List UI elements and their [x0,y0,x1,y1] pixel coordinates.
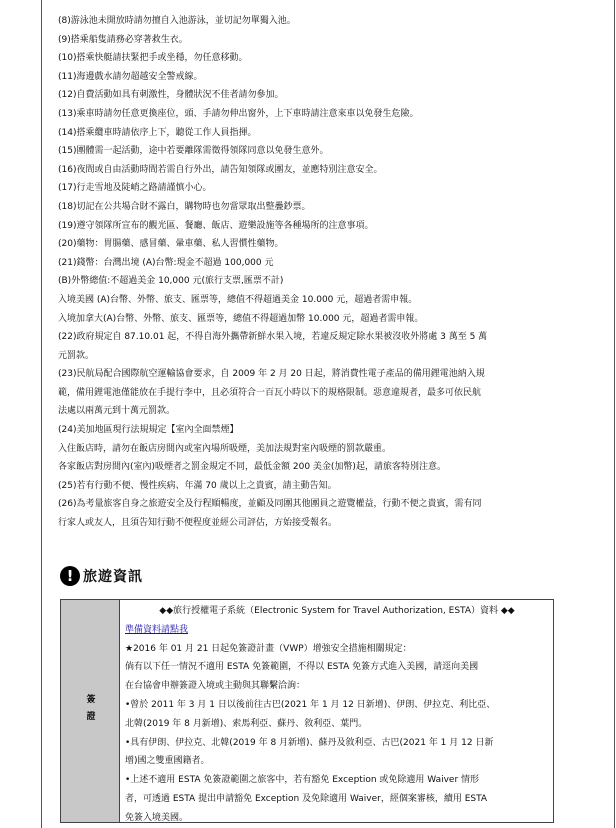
rule-line: 入住飯店時，請勿在飯店房間內或室內場所吸煙，美加法規對室內吸煙的罰款嚴重。 [58,443,392,454]
rule-line: (8)游泳池未開放時請勿擅自入池游泳，並切記勿單獨入池。 [58,16,296,26]
visa-info-line: •具有伊朗、伊拉克、北韓(2019 年 8 月新增)、蘇丹及敘利亞、古巴(2021 年 1 月 12 日新 [125,737,494,748]
esta-info-line [125,621,549,640]
rule-line: (14)搭乘纜車時請依序上下，聽從工作人員指揮。 [58,127,257,138]
rule-line: (13)乘車時請勿任意更換座位，頭、手請勿伸出窗外，上下車時請注意來車以免發生危險。 [58,108,419,119]
visa-info-line: 倘有以下任一情況不適用 ESTA 免簽範圍，不得以 ESTA 免簽方式進入美國，請逕向美國 [125,662,479,673]
visa-info-line: •曾於 2011 年 3 月 1 日以後前往古巴(2021 年 1 月 12 日新增)、伊朗、伊拉克、利比亞、 [125,699,496,710]
visa-label-cell [61,600,120,822]
section-heading-travel-info [60,563,143,589]
section-title: 旅遊資訊 [83,569,143,585]
rule-line: (23)民航局配合國際航空運輸協會要求，自 2009 年 2 月 20 日起，將消費性電子產品的備用鋰電池納入規 [58,369,485,380]
rule-line: (24)美加地區現行法規規定【室內全面禁煙】 [58,425,239,436]
rule-line: (9)搭乘船隻請務必穿著救生衣。 [58,34,188,45]
exclamation-icon: ! [60,566,80,586]
rule-line: 範，備用鋰電池僅能放在手提行李中，且必須符合一百瓦小時以下的規格限制。惡意違規者，最多可依民航 [58,387,482,398]
rule-line: 入境加拿大(A)台幣、外幣、旅支、匯票等，總值不得超過加幣 10.000 元，超過者需申報。 [58,313,424,324]
rule-line: (19)遵守領隊所宣布的觀光區、餐廳、飯店、遊樂設施等各種場所的注意事項。 [58,220,374,231]
rule-line: 法處以兩萬元到十萬元罰款。 [58,406,176,417]
rule-line: (12)自費活動如具有刺激性，身體狀況不佳者請勿參加。 [58,90,284,101]
rule-line: (25)若有行動不便、慢性疾病、年滿 70 歲以上之貴賓，請主動告知。 [58,480,337,491]
visa-info-table [60,599,554,823]
travel-rules-list [58,12,568,533]
visa-info-line: 在台協會申辦簽證入境或主動與其聯繫洽詢： [125,681,306,692]
visa-info-line: •上述不適用 ESTA 免簽證範圍之旅客中，若有豁免 Exception 或免除適用 Waiver 情形 [125,775,480,786]
rule-line: (22)政府規定自 87.10.01 起，不得自海外攜帶新鮮水果入境，若違反規定除水果被沒收外將處 3 萬至 5 萬 [58,332,488,343]
visa-label: 簽證 [84,694,95,728]
rule-line: (11)海邊戲水請勿超越安全警戒線。 [58,71,203,82]
visa-info-line: 免簽入境美國。 [125,812,189,823]
rule-line: (15)團體需一起活動，途中若要離隊需徵得領隊同意以免發生意外。 [58,146,329,157]
rule-line: 入境美國 (A)台幣、外幣、旅支、匯票等，總值不得超過美金 10.000 元，超過者需申報。 [58,294,418,305]
visa-info-line: ★2016 年 01 月 21 日起免簽證計畫（VWP）增強安全措施相關規定： [125,643,412,654]
rule-line: 元罰款。 [58,350,95,361]
visa-info-line: 增)國之雙重國籍者。 [125,756,210,767]
rule-line: (16)夜間或自由活動時間若需自行外出，請告知領隊或團友，並應特別注意安全。 [58,164,383,175]
rule-line: (20)藥物：胃腸藥、感冒藥、暈車藥、私人習慣性藥物。 [58,239,284,250]
visa-info-line: 北韓(2019 年 8 月新增)、索馬利亞、蘇丹、敘利亞、葉門。 [125,718,368,729]
rule-line: (18)切記在公共場合財不露白，購物時也勿當眾取出整疊鈔票。 [58,201,311,212]
rule-line: 行家人或友人，且須告知行動不便程度並經公司評估，方始接受報名。 [58,518,338,529]
rule-line: (B)外幣總值:不超過美金 10,000 元(旅行支票,匯票不計) [58,276,284,287]
rule-line: (26)為考量旅客自身之旅遊安全及行程順暢度，並顧及同團其他團員之遊覽權益，行動不便之貴賓，需有同 [58,499,482,510]
prepare-documents-link[interactable]: 準備資料請點我 [125,624,189,635]
rule-line: (21)錢幣：台灣出境 (A)台幣:現金不超過 100,000 元 [58,257,274,268]
esta-title: ◆◆旅行授權電子系統（Electronic System for Travel Authorization, ESTA）資料 ◆◆ [159,606,515,616]
visa-info-line: 者，可透過 ESTA 提出申請豁免 Exception 及免除適用 Waiver，經個案審核，續用 ESTA [125,793,488,804]
rule-line: (17)行走雪地及陡峭之路請謹慎小心。 [58,183,212,194]
rule-line: 各家飯店對房間內(室內)吸煙者之罰金規定不同，最低金額 200 美金(加幣)起，請旅客特別注意。 [58,462,446,473]
rule-line: (10)搭乘快艇請扶緊把手或坐穩，勿任意移動。 [58,53,248,64]
visa-info-body [120,600,553,822]
